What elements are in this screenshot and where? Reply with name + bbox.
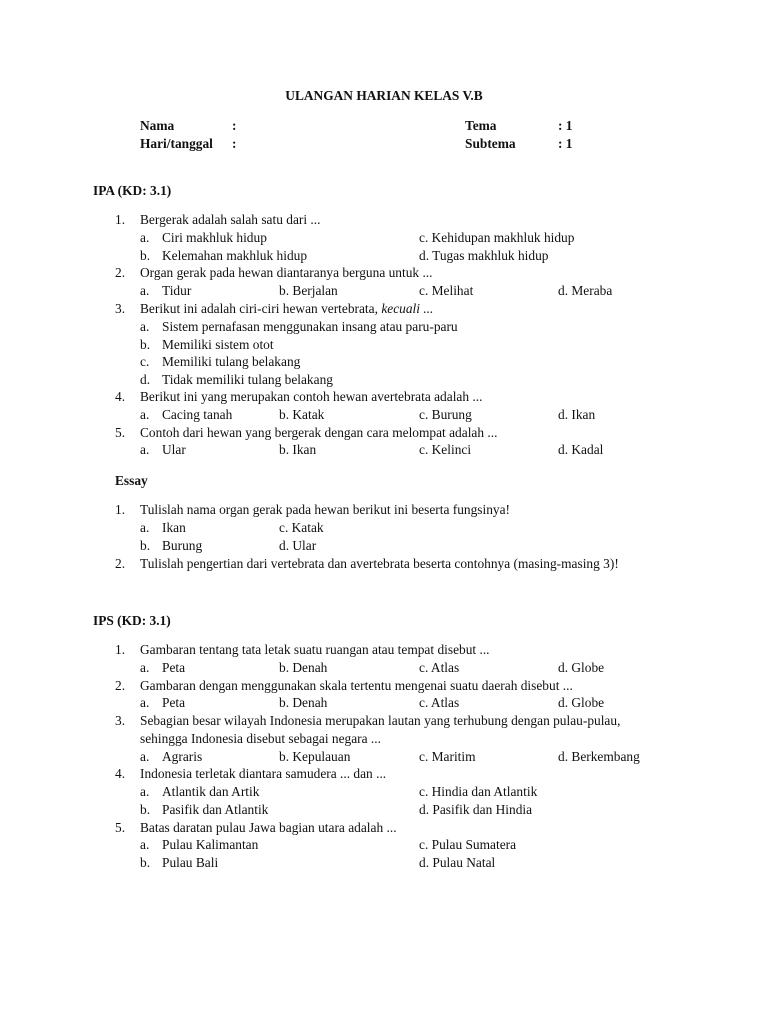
question-number: 2. (115, 678, 126, 693)
option-text: Memiliki sistem otot (162, 337, 274, 352)
option-text: d. Globe (558, 660, 605, 675)
hari-tanggal-colon: : (232, 136, 237, 151)
option-text: c. Hindia dan Atlantik (419, 784, 538, 799)
option-text: Ciri makhluk hidup (162, 230, 267, 245)
question-number: 2. (115, 265, 126, 280)
question-number: 5. (115, 820, 126, 835)
option-letter: a. (140, 407, 150, 422)
option-text: Cacing tanah (162, 407, 233, 422)
option-letter: b. (140, 855, 151, 870)
option-letter: a. (140, 520, 150, 535)
option-letter: a. (140, 230, 150, 245)
question-text (140, 301, 433, 317)
question-text: Tulislah pengertian dari vertebrata dan avertebrata beserta contohnya (masing-masing 3)! (140, 556, 619, 571)
question-text: Indonesia terletak diantara samudera ... dan ... (140, 766, 387, 781)
option-letter: a. (140, 283, 150, 298)
option-text: c. Kehidupan makhluk hidup (419, 230, 575, 245)
subtema-value: : 1 (558, 136, 573, 151)
question-number: 3. (115, 713, 126, 728)
question-text: Organ gerak pada hewan diantaranya berguna untuk ... (140, 265, 433, 280)
question-text: Sebagian besar wilayah Indonesia merupakan lautan yang terhubung dengan pulau-pulau, (140, 713, 621, 728)
question-text: Berikut ini yang merupakan contoh hewan avertebrata adalah ... (140, 389, 483, 404)
option-letter: b. (140, 538, 151, 553)
option-letter: c. (140, 354, 150, 369)
option-text: d. Kadal (558, 442, 604, 457)
question-text-continued: sehingga Indonesia disebut sebagai negara ... (140, 731, 381, 746)
question-text: Bergerak adalah salah satu dari ... (140, 212, 321, 227)
option-text: c. Maritim (419, 749, 476, 764)
nama-label: Nama (140, 118, 175, 133)
hari-tanggal-label: Hari/tanggal (140, 136, 213, 151)
essay-heading: Essay (115, 473, 148, 488)
question-text: Batas daratan pulau Jawa bagian utara adalah ... (140, 820, 397, 835)
subtema-label: Subtema (465, 136, 516, 151)
option-text: b. Katak (279, 407, 325, 422)
option-letter: a. (140, 837, 150, 852)
option-text: Peta (162, 695, 186, 710)
question-text-main: Berikut ini adalah ciri-ciri hewan vertebrata, (140, 301, 378, 316)
question-number: 2. (115, 556, 126, 571)
option-text: Memiliki tulang belakang (162, 354, 301, 369)
question-text: Gambaran dengan menggunakan skala tertentu mengenai suatu daerah disebut ... (140, 678, 573, 693)
option-text: c. Atlas (419, 660, 460, 675)
option-letter: b. (140, 337, 151, 352)
option-text: Sistem pernafasan menggunakan insang atau paru-paru (162, 319, 458, 334)
option-text: Kelemahan makhluk hidup (162, 248, 308, 263)
option-text: d. Pulau Natal (419, 855, 496, 870)
question-number: 3. (115, 301, 126, 316)
tema-value: : 1 (558, 118, 573, 133)
option-text: d. Berkembang (558, 749, 640, 764)
option-text: b. Denah (279, 695, 328, 710)
option-letter: d. (140, 372, 151, 387)
option-text: c. Melihat (419, 283, 474, 298)
page-title: ULANGAN HARIAN KELAS V.B (285, 88, 483, 103)
question-text: Tulislah nama organ gerak pada hewan berikut ini beserta fungsinya! (140, 502, 511, 517)
option-text: d. Ikan (558, 407, 596, 422)
option-letter: a. (140, 749, 150, 764)
question-number: 1. (115, 642, 126, 657)
option-text: Ikan (162, 520, 186, 535)
option-text: d. Meraba (558, 283, 613, 298)
option-letter: a. (140, 784, 150, 799)
option-text: Pasifik dan Atlantik (162, 802, 269, 817)
option-text: Peta (162, 660, 186, 675)
ips-heading: IPS (KD: 3.1) (93, 613, 171, 628)
option-text: Atlantik dan Artik (162, 784, 260, 799)
option-letter: a. (140, 319, 150, 334)
option-text: c. Pulau Sumatera (419, 837, 517, 852)
option-letter: b. (140, 802, 151, 817)
question-number: 4. (115, 389, 126, 404)
option-text: Tidur (162, 283, 192, 298)
option-text: c. Katak (279, 520, 324, 535)
question-number: 1. (115, 502, 126, 517)
option-text: d. Pasifik dan Hindia (419, 802, 533, 817)
option-text: b. Ikan (279, 442, 317, 457)
option-text: d. Globe (558, 695, 605, 710)
ipa-heading: IPA (KD: 3.1) (93, 183, 172, 198)
option-text: d. Ular (279, 538, 317, 553)
option-text: Pulau Bali (162, 855, 219, 870)
question-number: 1. (115, 212, 126, 227)
option-text: Tidak memiliki tulang belakang (162, 372, 333, 387)
option-text: Pulau Kalimantan (162, 837, 259, 852)
option-letter: a. (140, 695, 150, 710)
option-text: d. Tugas makhluk hidup (419, 248, 549, 263)
option-text: b. Kepulauan (279, 749, 351, 764)
question-text-emphasis: kecuali ... (381, 301, 434, 316)
question-number: 5. (115, 425, 126, 440)
question-number: 4. (115, 766, 126, 781)
option-letter: a. (140, 660, 150, 675)
option-text: Ular (162, 442, 186, 457)
option-text: c. Burung (419, 407, 472, 422)
question-text: Contoh dari hewan yang bergerak dengan cara melompat adalah ... (140, 425, 498, 440)
option-text: c. Kelinci (419, 442, 472, 457)
option-text: c. Atlas (419, 695, 460, 710)
nama-colon: : (232, 118, 237, 133)
option-letter: a. (140, 442, 150, 457)
option-text: Burung (162, 538, 203, 553)
option-letter: b. (140, 248, 151, 263)
option-text: Agraris (162, 749, 203, 764)
option-text: b. Berjalan (279, 283, 338, 298)
tema-label: Tema (465, 118, 497, 133)
option-text: b. Denah (279, 660, 328, 675)
question-text: Gambaran tentang tata letak suatu ruangan atau tempat disebut ... (140, 642, 490, 657)
